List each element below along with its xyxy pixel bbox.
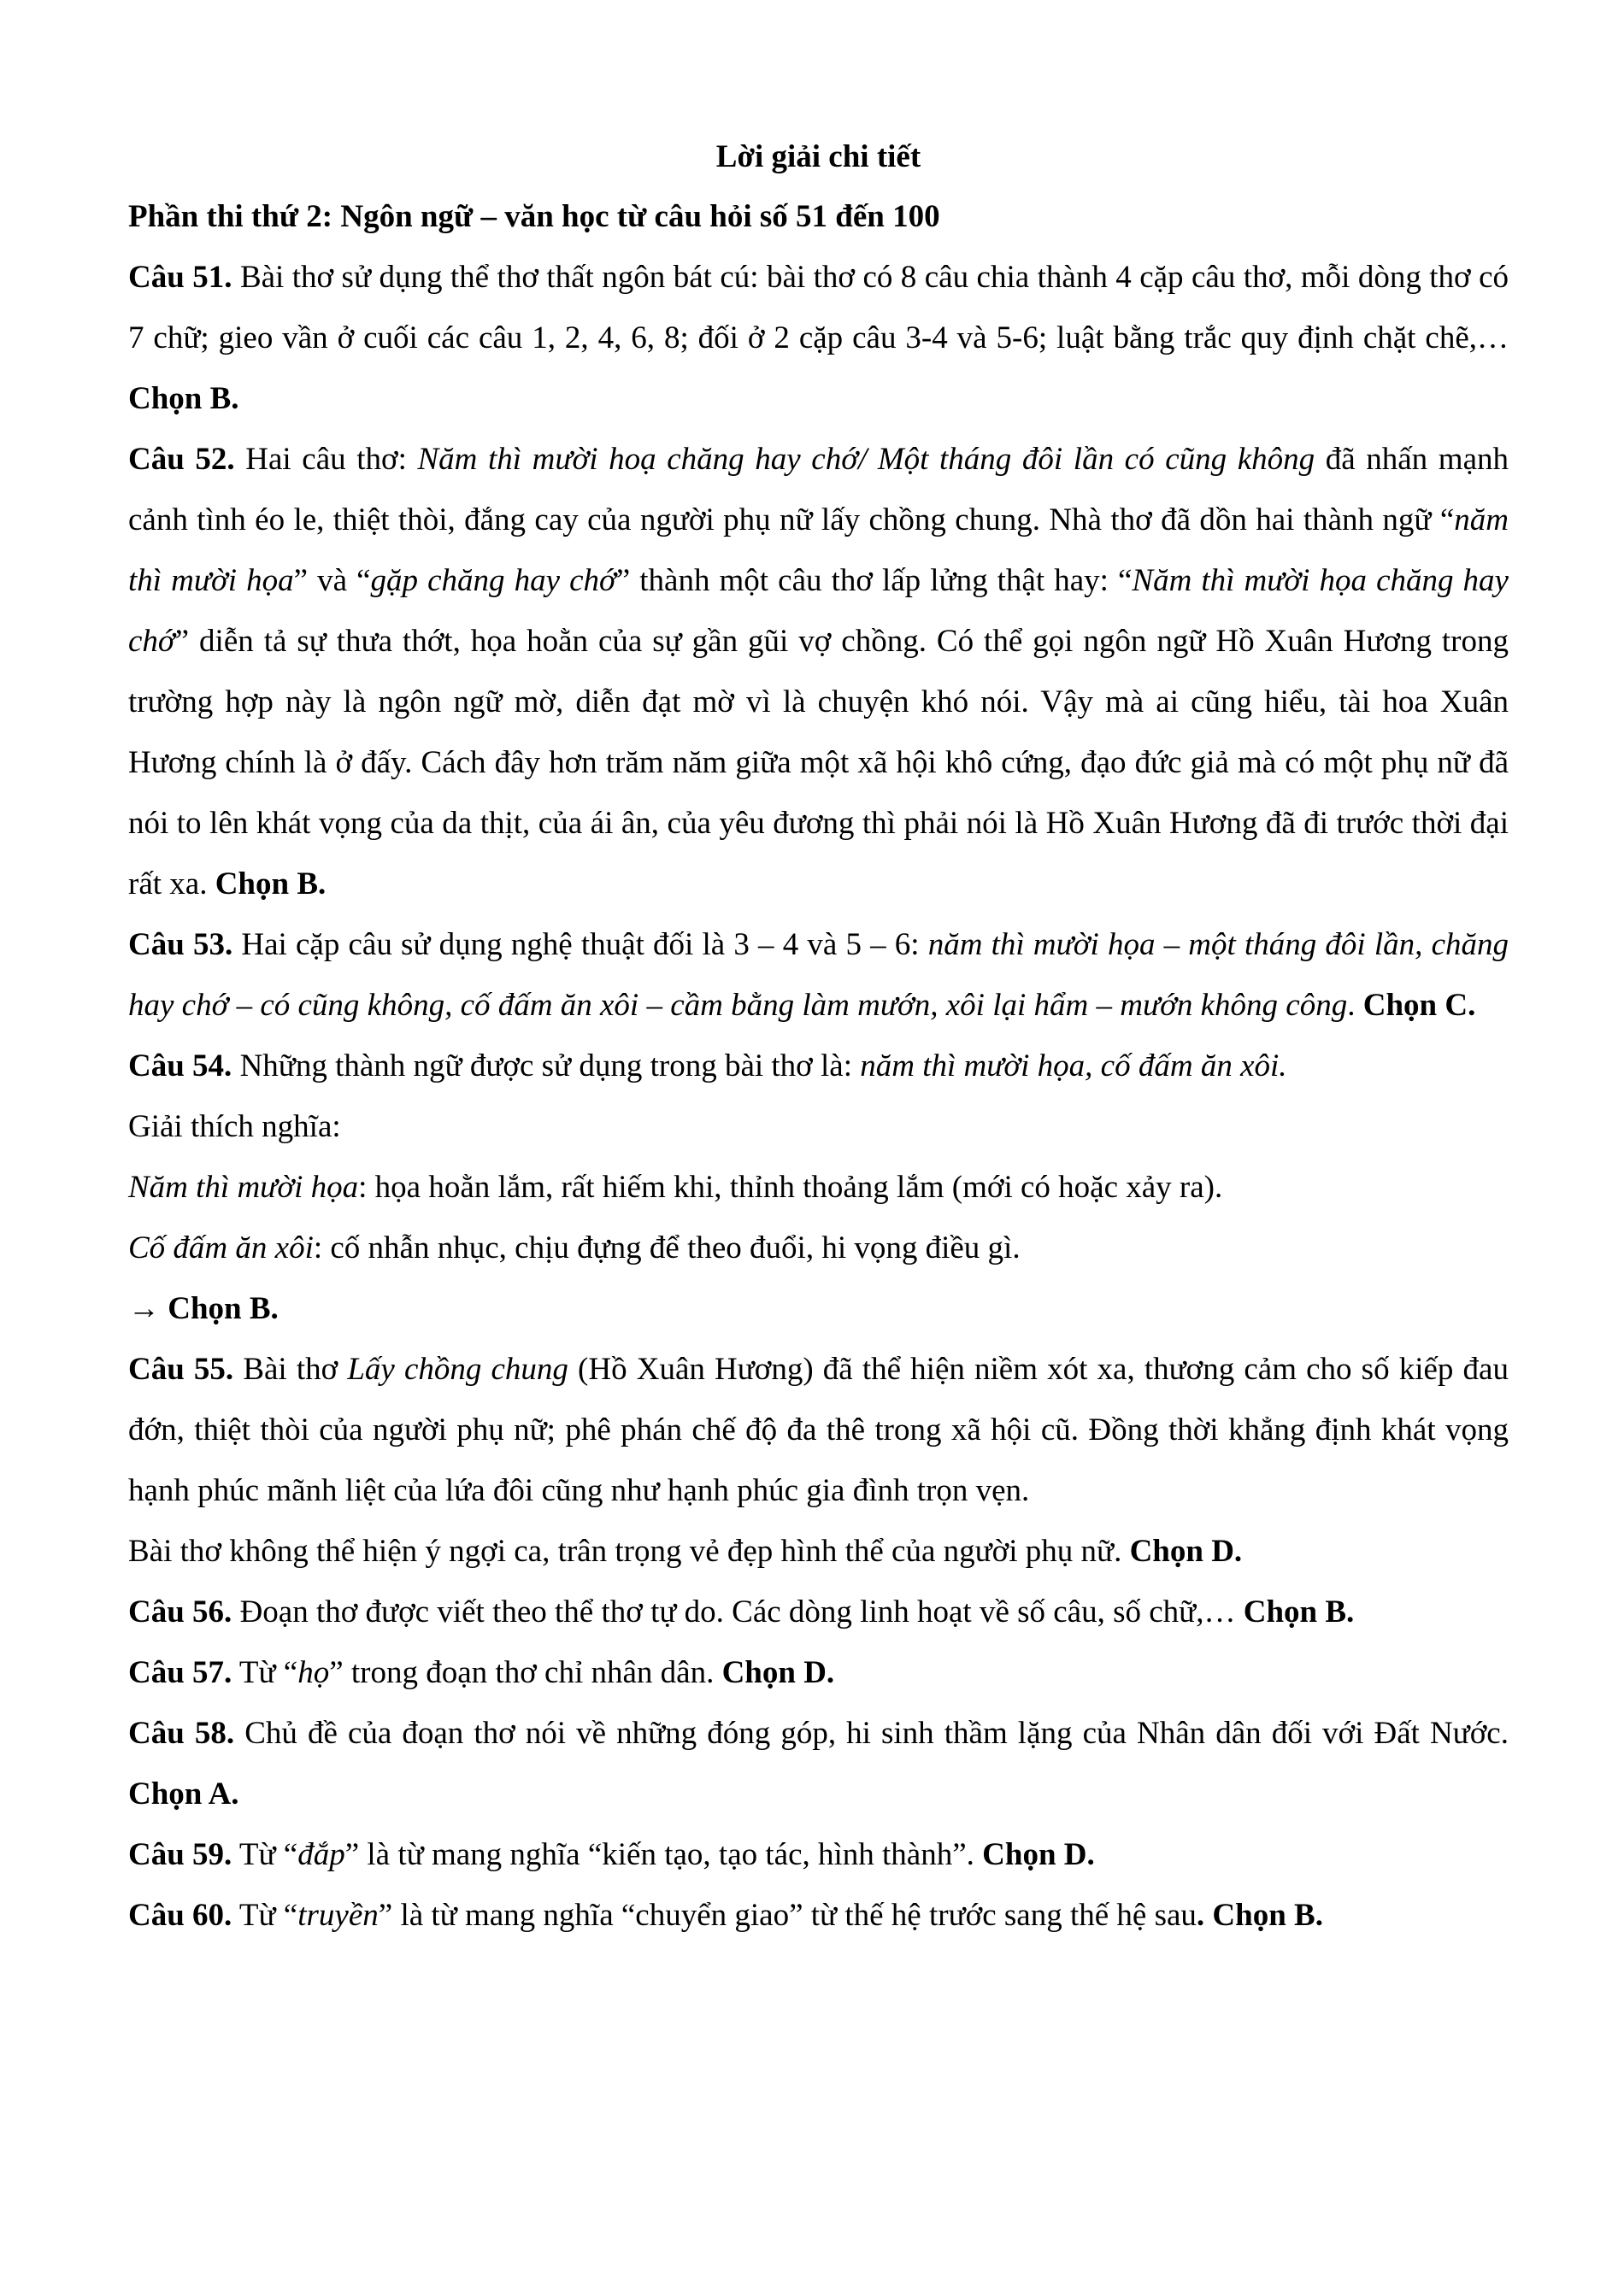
section-heading: Phần thi thứ 2: Ngôn ngữ – văn học từ câu hỏi số 51 đến 100 <box>128 199 940 234</box>
quote: họ <box>297 1655 330 1690</box>
question-label: Câu 53. <box>128 927 233 962</box>
question-text: đã nhấn mạnh cảnh tình éo le, thiệt thòi, đắng cay của người phụ nữ lấy chồng chung. Nhà thơ đã dồn hai thành ngữ “ <box>128 442 1509 537</box>
question-60 <box>128 1885 1509 1946</box>
question-text: ” thành một câu thơ lấp lửng thật hay: “ <box>615 563 1133 598</box>
answer-choice: Chọn B. <box>128 381 239 416</box>
question-text: Hai câu thơ: <box>234 442 418 477</box>
question-59 <box>128 1824 1509 1885</box>
question-label: Câu 54. <box>128 1048 232 1083</box>
answer-choice: Chọn D. <box>721 1655 835 1690</box>
quote: Năm thì mười họa chăng hay chớ <box>128 563 1509 659</box>
question-label: Câu 52. <box>128 442 235 477</box>
question-54 <box>128 1036 1509 1096</box>
question-text: . <box>1347 988 1363 1023</box>
question-label: Câu 60. <box>128 1898 232 1933</box>
question-text: Những thành ngữ được sử dụng trong bài thơ là: <box>232 1048 861 1083</box>
idiom-definition: : cố nhẫn nhục, chịu đựng để theo đuổi, hi vọng điều gì. <box>313 1230 1021 1265</box>
question-55-continued <box>128 1521 1509 1582</box>
quote: Năm thì mười hoạ chăng hay chớ/ Một tháng đôi lần có cũng không <box>417 442 1315 477</box>
question-text: Đoạn thơ được viết theo thể thơ tự do. Các dòng linh hoạt về số câu, số chữ,… <box>232 1594 1244 1630</box>
question-label: Câu 57. <box>128 1655 232 1690</box>
quote: năm thì mười họa – một tháng đôi lần, chăng hay chớ – có cũng không, cố đấm ăn xôi – cầm bằng làm mướn, xôi lại hẩm – mướn không công <box>128 927 1509 1023</box>
question-text: Bài thơ <box>233 1352 348 1387</box>
question-text: Từ “ <box>232 1898 298 1933</box>
question-text: Bài thơ không thể hiện ý ngợi ca, trân trọng vẻ đẹp hình thể của người phụ nữ. <box>128 1534 1130 1569</box>
question-text: Bài thơ sử dụng thể thơ thất ngôn bát cú: bài thơ có 8 câu chia thành 4 cặp câu thơ, mỗi dòng thơ có 7 chữ; gieo vần ở cuối các câu 1, 2, 4, 6, 8; đối ở 2 cặp câu 3-4 và 5-6; luật bằng trắc quy định chặt chẽ,… <box>128 260 1509 355</box>
question-text: Hai cặp câu sử dụng nghệ thuật đối là 3 – 4 và 5 – 6: <box>232 927 928 962</box>
explanation-heading: Giải thích nghĩa: <box>128 1109 341 1144</box>
question-text: Chủ đề của đoạn thơ nói về những đóng góp, hi sinh thầm lặng của Nhân dân đối với Đất Nước. <box>234 1716 1509 1751</box>
quote: gặp chăng hay chớ <box>370 563 616 598</box>
answer-choice: Chọn B. <box>215 866 327 901</box>
question-text: (Hồ Xuân Hương) đã thể hiện niềm xót xa, thương cảm cho số kiếp đau đớn, thiệt thòi của người phụ nữ; phê phán chế độ đa thê trong xã hội cũ. Đồng thời khẳng định khát vọng hạnh phúc mãnh liệt của lứa đôi cũng như hạnh phúc gia đình trọn vẹn. <box>128 1352 1509 1508</box>
quote: năm thì mười họa <box>128 502 1509 598</box>
question-53 <box>128 914 1509 1036</box>
question-label: Câu 59. <box>128 1837 232 1872</box>
question-58 <box>128 1703 1509 1824</box>
question-text: ” là từ mang nghĩa “kiến tạo, tạo tác, hình thành”. <box>344 1837 983 1872</box>
answer-choice: → Chọn B. <box>128 1291 279 1326</box>
quote: truyền <box>297 1898 379 1933</box>
quote: đắp <box>297 1837 345 1872</box>
question-57 <box>128 1642 1509 1703</box>
question-label: Câu 55. <box>128 1352 234 1387</box>
answer-choice: Chọn B. <box>1243 1594 1355 1630</box>
answer-choice: . Chọn B. <box>1196 1898 1323 1933</box>
answer-choice: Chọn A. <box>128 1776 239 1812</box>
answer-choice: Chọn D. <box>982 1837 1095 1872</box>
question-text: ” trong đoạn thơ chỉ nhân dân. <box>329 1655 722 1690</box>
question-51 <box>128 247 1509 429</box>
poem-title: Lấy chồng chung <box>347 1352 568 1387</box>
page-title: Lời giải chi tiết <box>715 139 921 174</box>
question-label: Câu 56. <box>128 1594 232 1630</box>
question-55 <box>128 1339 1509 1521</box>
question-label: Câu 58. <box>128 1716 235 1751</box>
question-52 <box>128 429 1509 914</box>
idiom-term: Năm thì mười họa <box>128 1170 359 1205</box>
document-content <box>128 128 1509 1946</box>
definition-1 <box>128 1157 1509 1218</box>
quote: năm thì mười họa, cố đấm ăn xôi. <box>860 1048 1287 1083</box>
question-text: ” và “ <box>293 563 371 598</box>
definition-2 <box>128 1218 1509 1278</box>
idiom-definition: : họa hoằn lắm, rất hiếm khi, thỉnh thoảng lắm (mới có hoặc xảy ra). <box>358 1170 1223 1205</box>
question-text: Từ “ <box>232 1655 298 1690</box>
question-56 <box>128 1582 1509 1642</box>
answer-choice: Chọn D. <box>1129 1534 1243 1569</box>
question-text: ” là từ mang nghĩa “chuyển giao” từ thế hệ trước sang thế hệ sau <box>378 1898 1197 1933</box>
answer-choice: Chọn C. <box>1362 988 1476 1023</box>
question-text: Từ “ <box>232 1837 298 1872</box>
idiom-term: Cố đấm ăn xôi <box>128 1230 314 1265</box>
question-text: ” diễn tả sự thưa thớt, họa hoằn của sự gần gũi vợ chồng. Có thể gọi ngôn ngữ Hồ Xuân Hương trong trường hợp này là ngôn ngữ mờ, diễn đạt mờ vì là chuyện khó nói. Vậy mà ai cũng hiểu, tài hoa Xuân Hương chính là ở đấy. Cách đây hơn trăm năm giữa một xã hội khô cứng, đạo đức giả mà có một phụ nữ đã nói to lên khát vọng của da thịt, của ái ân, của yêu đương thì phải nói là Hồ Xuân Hương đã đi trước thời đại rất xa. <box>128 624 1509 901</box>
question-label: Câu 51. <box>128 260 232 295</box>
